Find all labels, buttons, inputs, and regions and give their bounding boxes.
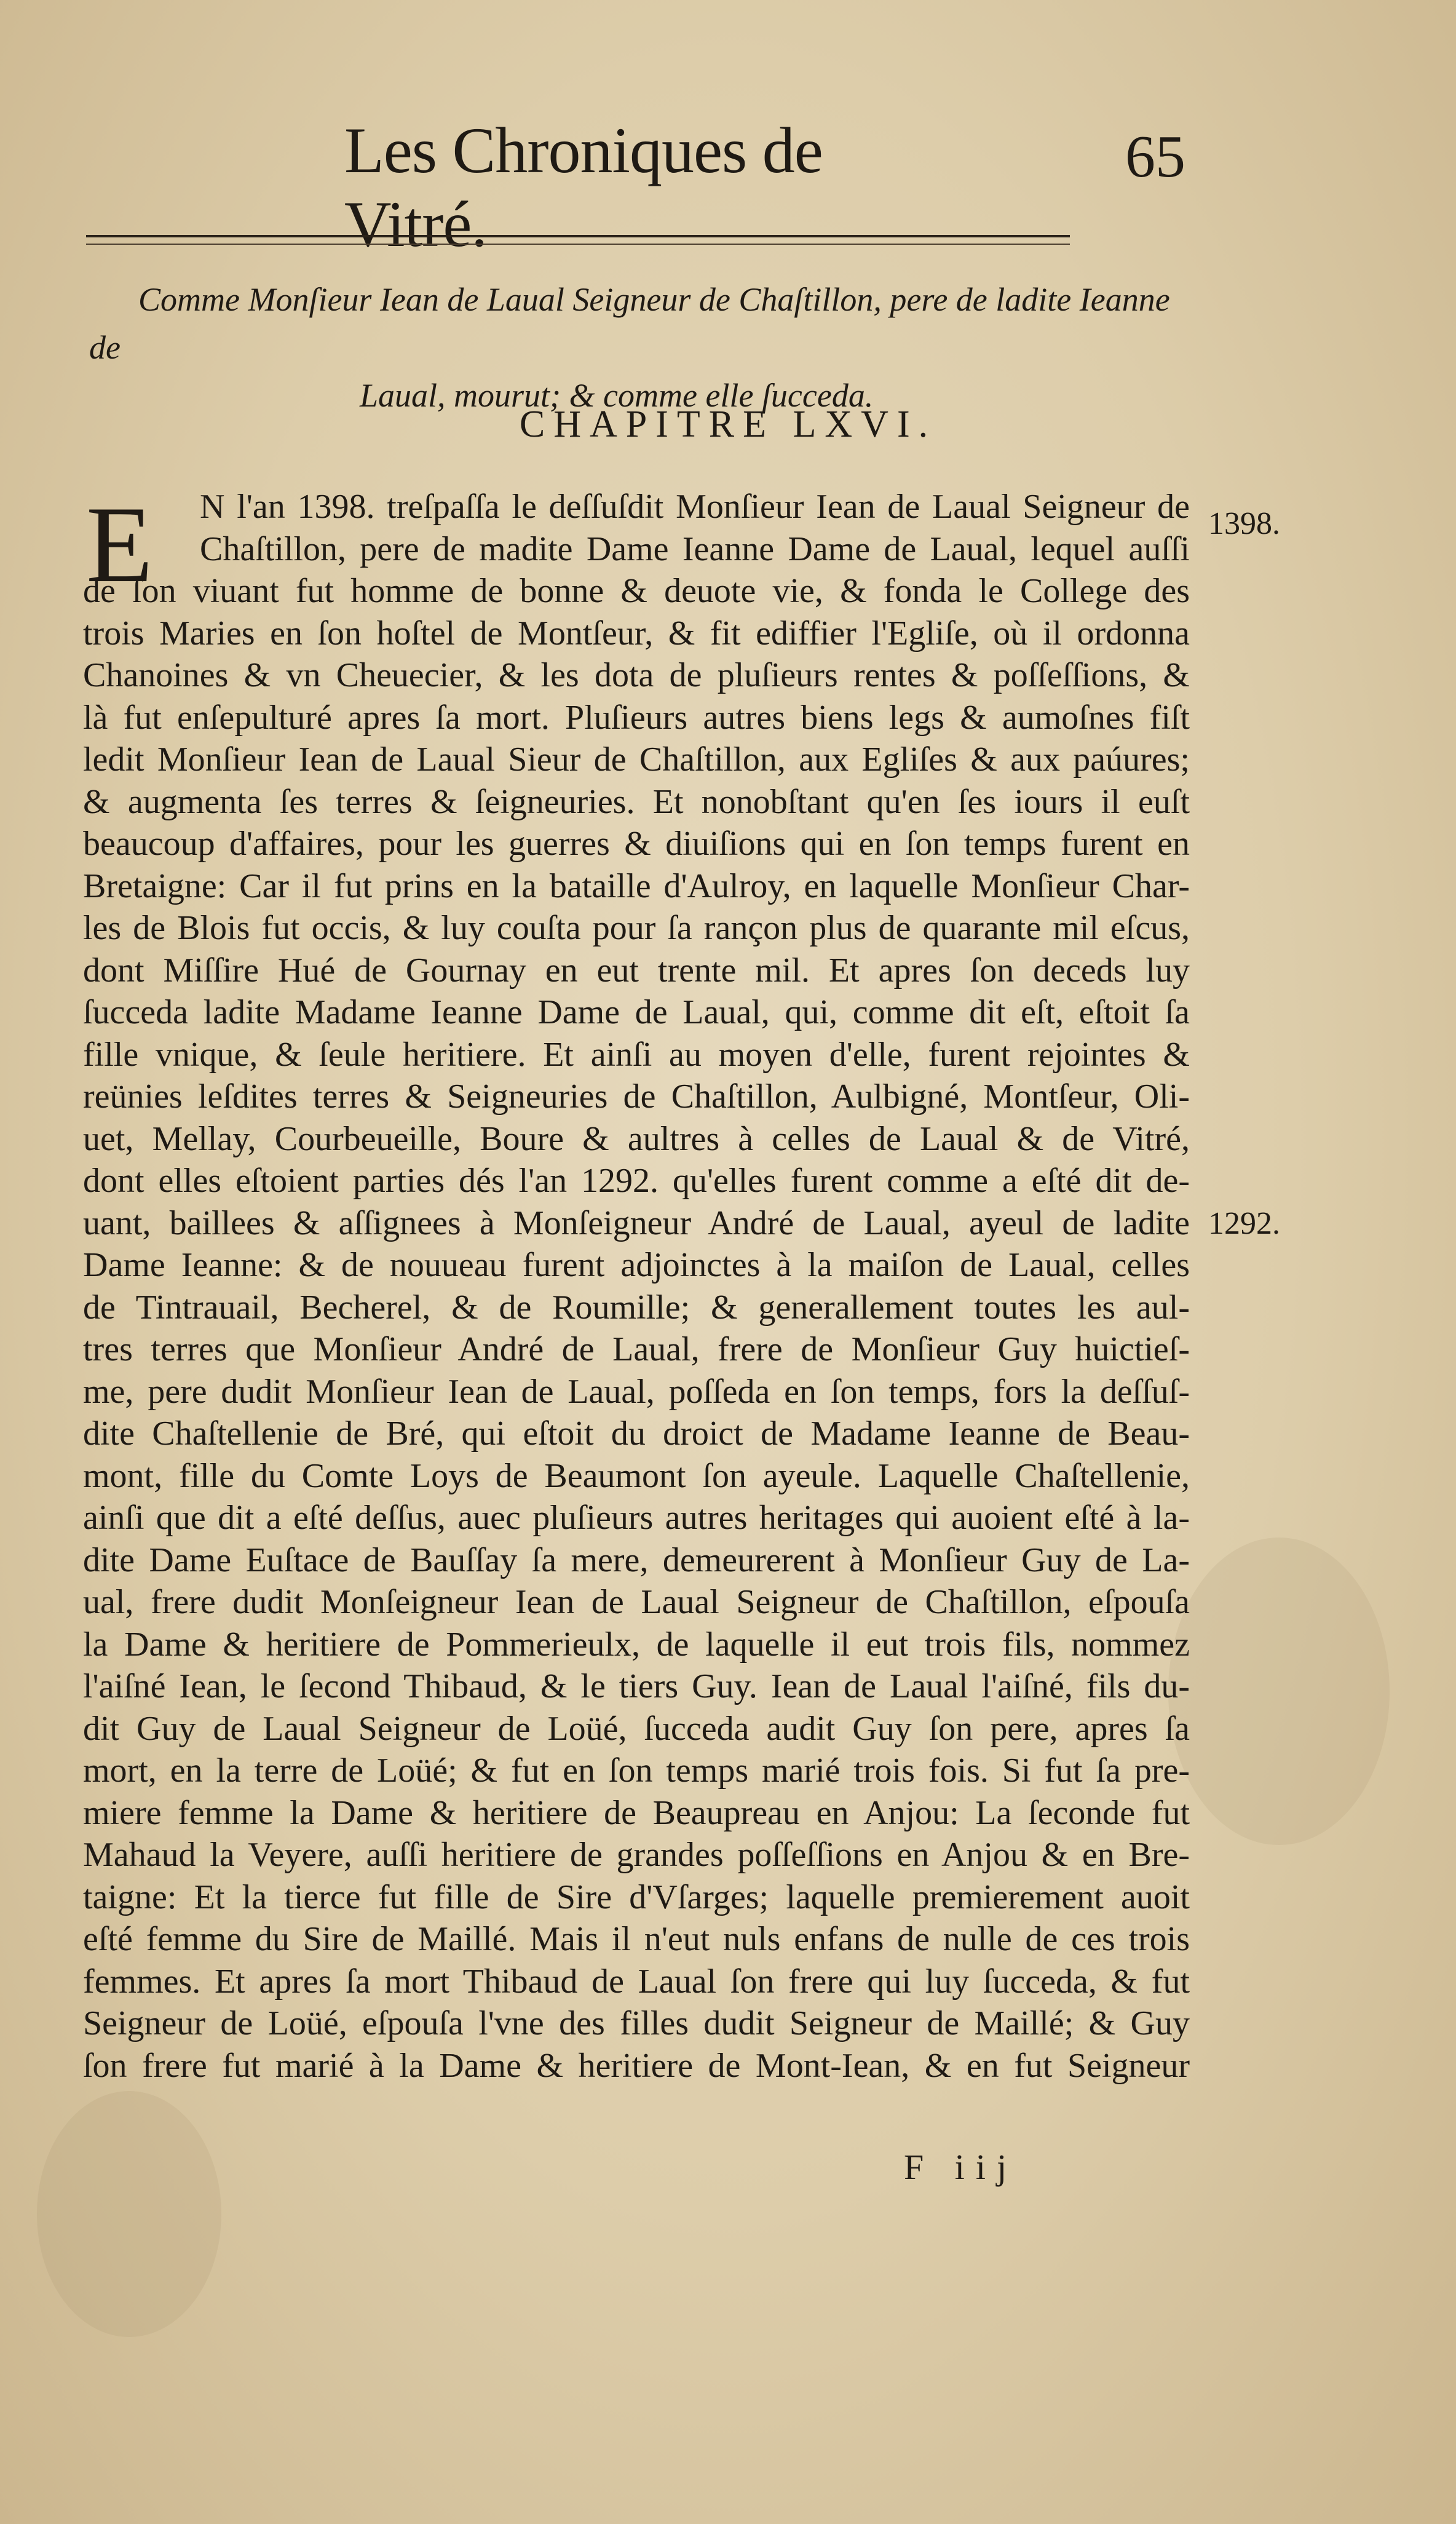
body-line: la Dame & heritiere de Pommerieulx, de laquelle il eut trois fils, nommez xyxy=(83,1625,1190,1664)
body-line: les de Blois fut occis, & luy couſta pour ſa rançon plus de quarante mil eſcus, xyxy=(83,909,1190,947)
body-line: eſté femme du Sire de Maillé. Mais il n'eut nuls enfans de nulle de ces trois xyxy=(83,1920,1190,1958)
body-line: l'aiſné Iean, le ſecond Thibaud, & le tiers Guy. Iean de Laual l'aiſné, fils du- xyxy=(83,1667,1190,1705)
body-line: fille vnique, & ſeule heritiere. Et ainſi au moyen d'elle, furent rejointes & xyxy=(83,1035,1190,1074)
header-rule-thin xyxy=(86,244,1070,245)
body-line: Bretaigne: Car il fut prins en la bataille d'Aulroy, en laquelle Monſieur Char- xyxy=(83,867,1190,905)
body-line: dont Miſſire Hué de Gournay en eut trente mil. Et apres ſon deceds luy xyxy=(83,951,1190,990)
body-line: ledit Monſieur Iean de Laual Sieur de Chaſtillon, aux Egliſes & aux paúures; xyxy=(83,740,1190,779)
body-line: Chanoines & vn Cheuecier, & les dota de pluſieurs rentes & poſſeſſions, & xyxy=(83,656,1190,694)
body-line: Dame Ieanne: & de nouueau furent adjoinctes à la maiſon de Laual, celles xyxy=(83,1246,1190,1284)
body-line: Chaſtillon, pere de madite Dame Ieanne Dame de Laual, lequel auſſi xyxy=(200,530,1190,568)
body-line: ſucceda ladite Madame Ieanne Dame de Laual, qui, comme dit eſt, eſtoit ſa xyxy=(83,993,1190,1031)
margin-note-year: 1292. xyxy=(1208,1206,1280,1241)
drop-cap-initial: E xyxy=(86,483,153,605)
body-line: dont elles eſtoient parties dés l'an 1292. qu'elles furent comme a eſté dit de- xyxy=(83,1162,1190,1200)
body-line: tres terres que Monſieur André de Laual, frere de Monſieur Guy huictieſ- xyxy=(83,1330,1190,1368)
body-line: Seigneur de Loüé, eſpouſa l'vne des filles dudit Seigneur de Maillé; & Guy xyxy=(83,2004,1190,2042)
body-line: uant, baillees & aſſignees à Monſeigneur André de Laual, ayeul de ladite xyxy=(83,1204,1190,1242)
body-line: uet, Mellay, Courbeueille, Boure & aultres à celles de Laual & de Vitré, xyxy=(83,1119,1190,1158)
body-line: femmes. Et apres ſa mort Thibaud de Laual ſon frere qui luy ſucceda, & fut xyxy=(83,1962,1190,2001)
signature-mark: F iij xyxy=(904,2147,1018,2187)
body-line: miere femme la Dame & heritiere de Beaupreau en Anjou: La ſeconde fut xyxy=(83,1793,1190,1832)
page-header xyxy=(0,114,1456,260)
summary-line: Comme Monſieur Iean de Laual Seigneur de Chaſtillon, pere de ladite Ieanne de xyxy=(89,281,1170,366)
margin-note-year: 1398. xyxy=(1208,506,1280,541)
body-line: & augmenta ſes terres & ſeigneuries. Et nonobſtant qu'en ſes iours il euſt xyxy=(83,782,1190,821)
page-number: 65 xyxy=(1125,124,1185,190)
body-line: dite Chaſtellenie de Bré, qui eſtoit du droict de Madame Ieanne de Beau- xyxy=(83,1415,1190,1453)
body-line: ainſi que dit a eſté deſſus, auec pluſieurs autres heritages qui auoient eſté à la- xyxy=(83,1499,1190,1537)
paper-stain xyxy=(37,2091,221,2337)
body-line: taigne: Et la tierce fut fille de Sire d'Vſarges; laquelle premierement auoit xyxy=(83,1878,1190,1916)
body-text xyxy=(83,483,1190,2087)
body-line: N l'an 1398. treſpaſſa le deſſuſdit Monſieur Iean de Laual Seigneur de xyxy=(200,488,1190,526)
body-line: Mahaud la Veyere, auſſi heritiere de grandes poſſeſſions en Anjou & en Bre- xyxy=(83,1836,1190,1874)
body-line: là fut enſepulturé apres ſa mort. Pluſieurs autres biens legs & aumoſnes fiſt xyxy=(83,698,1190,737)
body-line: beaucoup d'affaires, pour les guerres & diuiſions qui en ſon temps furent en xyxy=(83,825,1190,863)
chapter-heading: CHAPITRE LXVI. xyxy=(519,403,937,445)
header-rule xyxy=(86,235,1070,237)
running-title: Les Chroniques de Vitré. xyxy=(344,114,823,260)
body-line: de Tintrauail, Becherel, & de Roumille; & generallement toutes les aul- xyxy=(83,1288,1190,1327)
summary-line: Laual, mourut; & comme elle ſucceda. xyxy=(360,377,874,414)
body-line: ual, frere dudit Monſeigneur Iean de Laual Seigneur de Chaſtillon, eſpouſa xyxy=(83,1583,1190,1621)
paper-stain xyxy=(1168,1538,1390,1845)
body-line: de ſon viuant fut homme de bonne & deuote vie, & fonda le College des xyxy=(83,572,1190,610)
body-line: ſon frere fut marié à la Dame & heritiere de Mont-Iean, & en fut Seigneur xyxy=(83,2046,1190,2085)
chapter-summary xyxy=(89,276,1196,419)
body-line: mort, en la terre de Loüé; & fut en ſon temps marié trois fois. Si fut ſa pre- xyxy=(83,1752,1190,1790)
body-line: dite Dame Euſtace de Bauſſay ſa mere, demeurerent à Monſieur Guy de La- xyxy=(83,1541,1190,1579)
body-line: me, pere dudit Monſieur Iean de Laual, poſſeda en ſon temps, fors la deſſuſ- xyxy=(83,1372,1190,1411)
body-line: mont, fille du Comte Loys de Beaumont ſon ayeule. Laquelle Chaſtellenie, xyxy=(83,1456,1190,1495)
body-line: trois Maries en ſon hoſtel de Montſeur, & fit ediffier l'Egliſe, où il ordonna xyxy=(83,614,1190,653)
body-line: dit Guy de Laual Seigneur de Loüé, ſucceda audit Guy ſon pere, apres ſa xyxy=(83,1709,1190,1748)
body-line: reünies leſdites terres & Seigneuries de Chaſtillon, Aulbigné, Montſeur, Oli- xyxy=(83,1077,1190,1116)
